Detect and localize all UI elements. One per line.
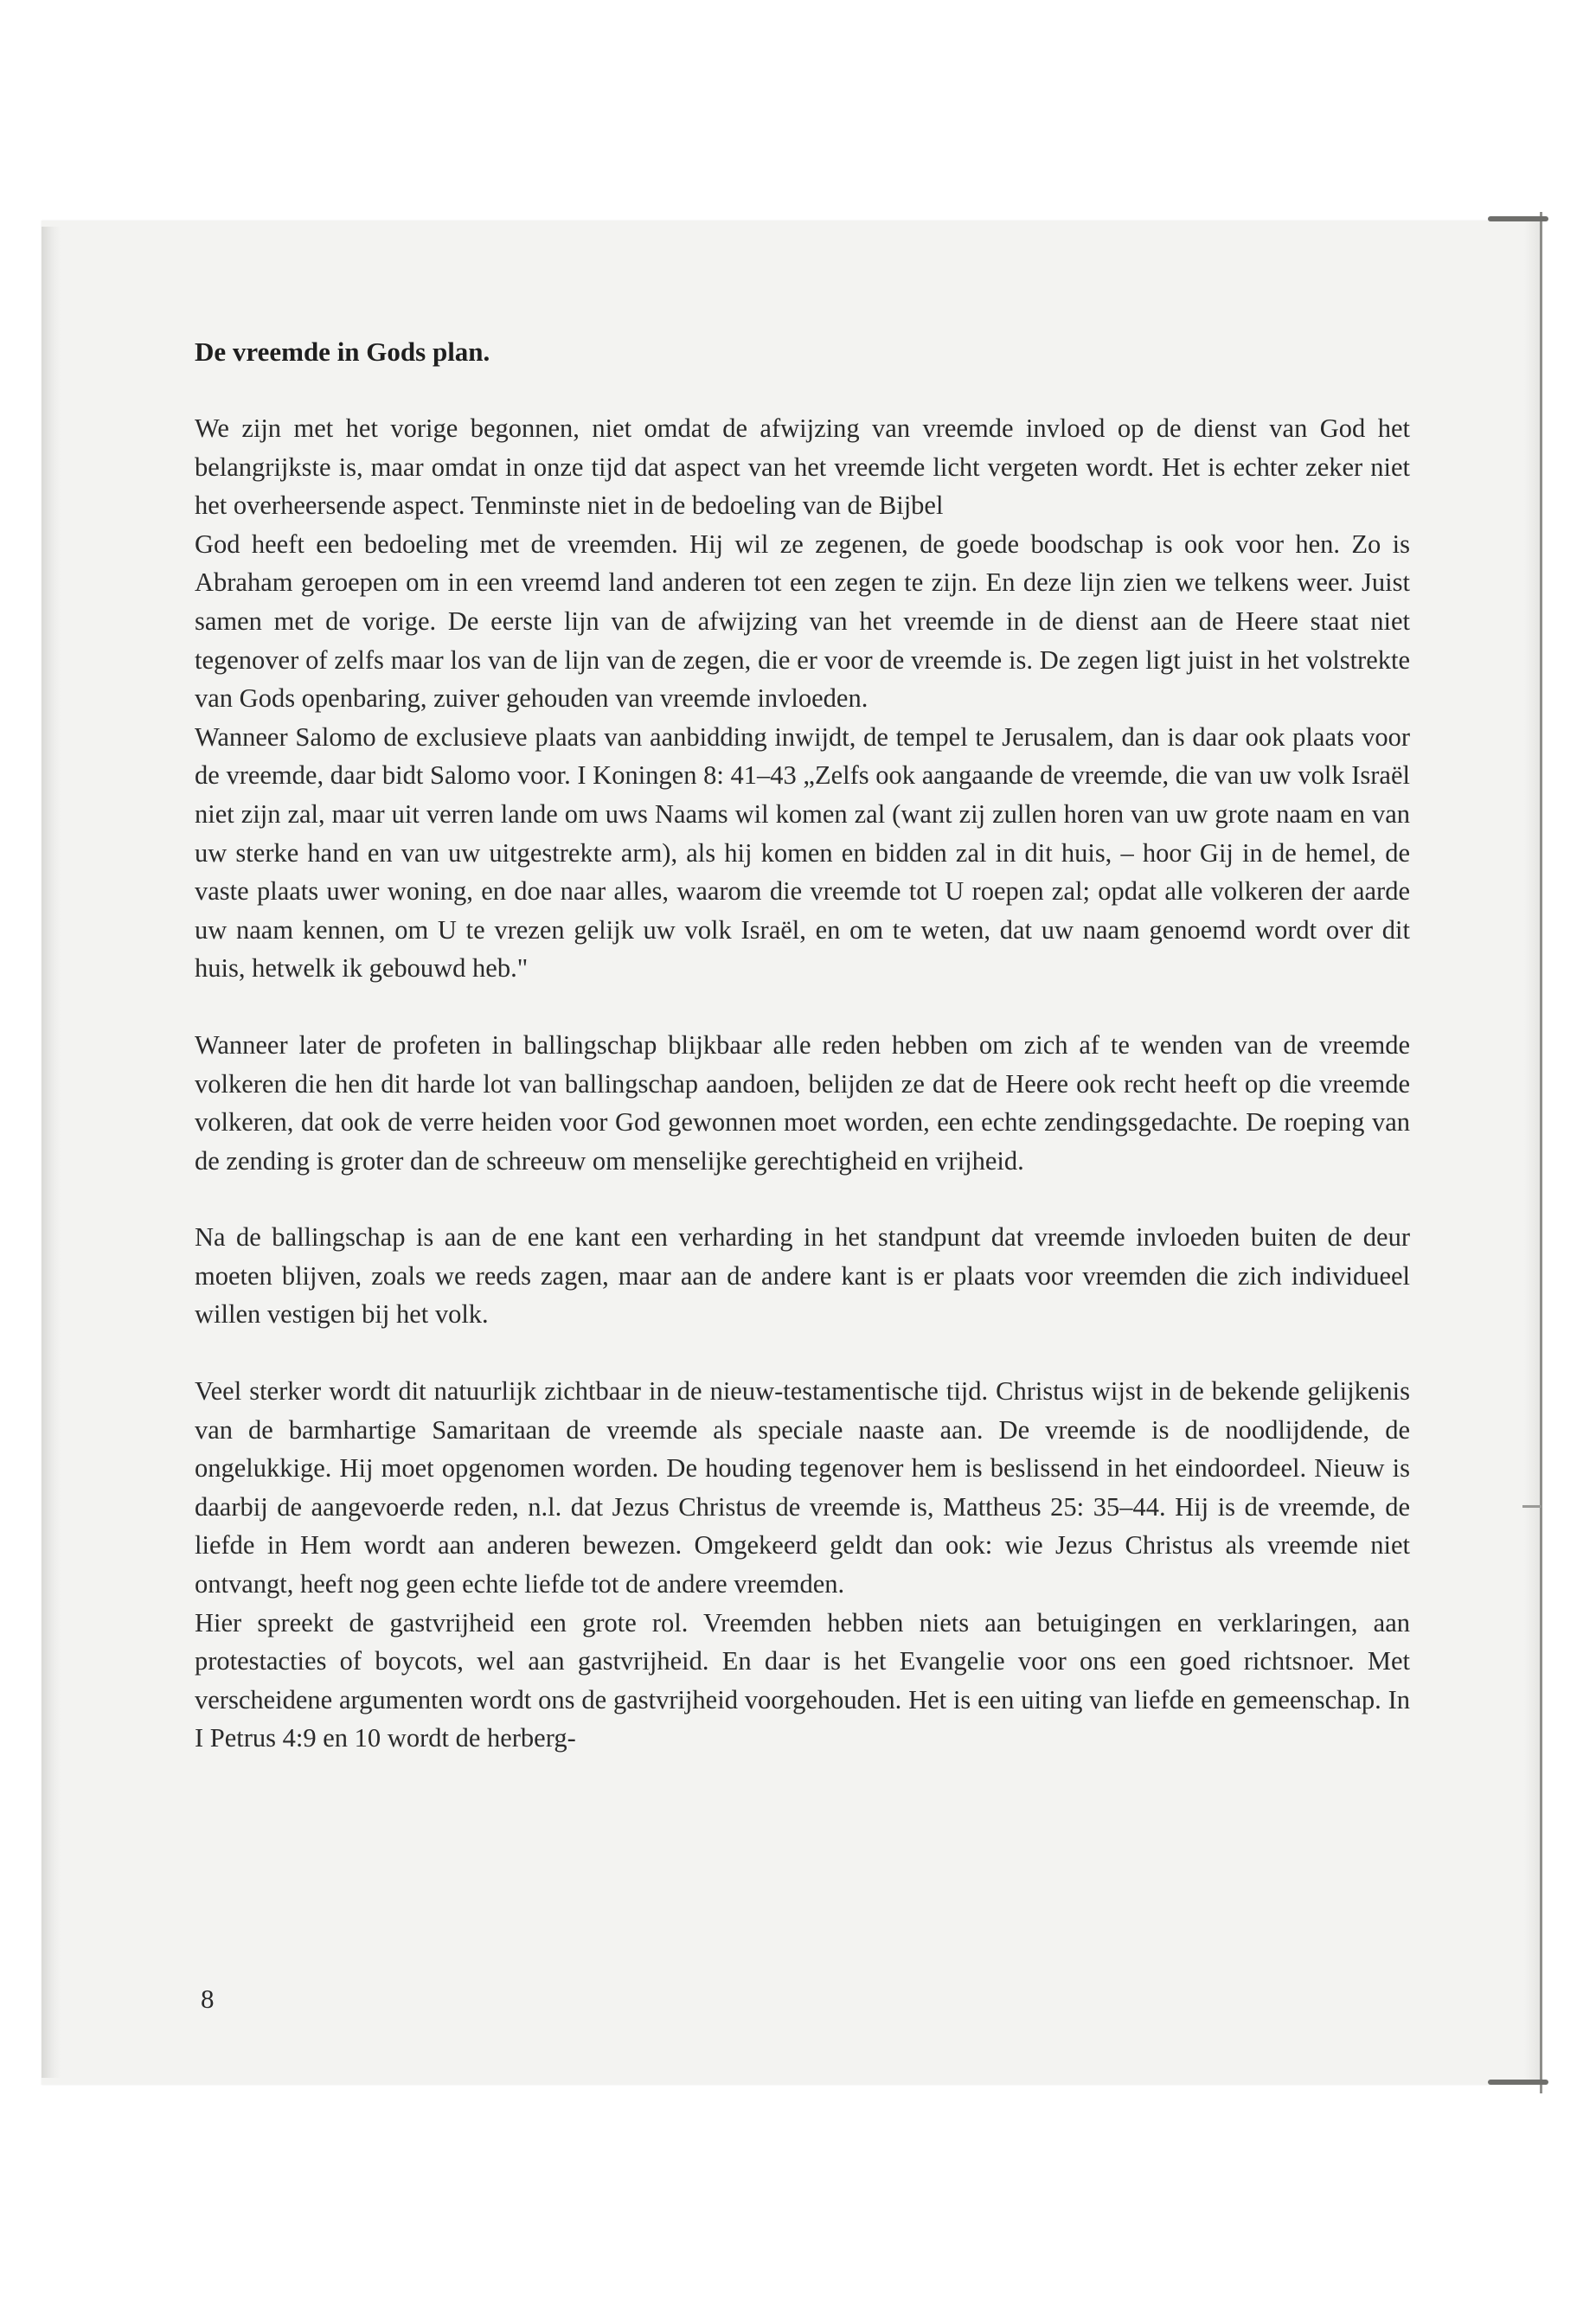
paragraph: Veel sterker wordt dit natuurlijk zichtbaar in de nieuw-testamentische tijd. Christus wijst in de bekende gelijkenis van de barmhartige Samaritaan de vreemde als speciale naaste aan. De vreemde is de noodlijdende, de ongelukkige. Hij moet opgenomen worden. De houding tegenover hem is beslissend in het eindoordeel. Nieuw is daarbij de aangevoerde reden, n.l. dat Jezus Christus de vreemde is, Mattheus 25: 35–44. Hij is de vreemde, de liefde in Hem wordt aan anderen bewezen. Omgekeerd geldt dan ook: wie Jezus Christus als vreemde niet ontvangt, heeft nog geen echte liefde tot de andere vreemden. xyxy=(195,1376,1410,1599)
paragraph: Wanneer later de profeten in ballingschap blijkbaar alle reden hebben om zich af te wenden van de vreemde volkeren die hen dit harde lot van ballingschap aandoen, belijden ze dat de Heere ook recht heeft op die vreemde volkeren, dat ook de verre heiden voor God gewonnen moet worden, een echte zendingsgedachte. De roeping van de zending is groter dan de schreeuw om menselijke gerechtigheid en vrijheid. xyxy=(195,1029,1410,1176)
section-heading: De vreemde in Gods plan. xyxy=(195,336,490,367)
paragraph: Wanneer Salomo de exclusieve plaats van aanbidding inwijdt, de tempel te Jerusalem, dan is daar ook plaats voor de vreemde, daar bidt Salomo voor. I Koningen 8: 41–43 „Zelfs ook aangaande de vreemde, die van uw volk Israël niet zijn zal, maar uit verren lande om uws Naams wil komen zal (want zij zullen horen van uw grote naam en van uw sterke hand en van uw uitgestrekte arm), als hij komen en bidden zal in dit huis, – hoor Gij in de hemel, de vaste plaats uwer woning, en doe naar alles, waarom die vreemde tot U roepen zal; opdat alle volkeren der aarde uw naam kennen, om U te vrezen gelijk uw volk Israël, en om te weten, dat uw naam genoemd wordt over dit huis, hetwelk ik gebouwd heb." xyxy=(195,721,1410,984)
page-number: 8 xyxy=(201,1984,215,2014)
page-edge-right xyxy=(1524,221,1540,2085)
page-edge-left xyxy=(42,227,61,2078)
page-text xyxy=(195,333,1410,1758)
binding-top xyxy=(1488,216,1548,221)
paragraph: We zijn met het vorige begonnen, niet omdat de afwijzing van vreemde invloed op de dienst van God het belangrijkste is, maar omdat in onze tijd dat aspect van het vreemde licht vergeten wordt. Het is echter zeker niet het overheersende aspect. Tenminste niet in de bedoeling van de Bijbel xyxy=(195,413,1410,521)
binding-notch xyxy=(1522,1505,1542,1508)
paragraph: Hier spreekt de gastvrijheid een grote rol. Vreemden hebben niets aan betuigingen en verklaringen, aan protestacties of boycots, wel aan gastvrijheid. En daar is het Evangelie voor ons een goed richtsnoer. Met verscheidene argumenten wordt ons de gastvrijheid voorgehouden. Het is een uiting van liefde en gemeenschap. In I Petrus 4:9 en 10 wordt de herberg- xyxy=(195,1607,1410,1753)
book-cover-edge xyxy=(1540,212,1596,2093)
paragraph: God heeft een bedoeling met de vreemden. Hij wil ze zegenen, de goede boodschap is ook voor hen. Zo is Abraham geroepen om in een vreemd land anderen tot een zegen te zijn. En deze lijn zien we telkens weer. Juist samen met de vorige. De eerste lijn van de afwijzing van het vreemde in de dienst aan de Heere staat niet tegenover of zelfs maar los van de lijn van de zegen, die er voor de vreemde is. De zegen ligt juist in het volstrekte van Gods openbaring, zuiver gehouden van vreemde invloeden. xyxy=(195,529,1410,714)
paragraph: Na de ballingschap is aan de ene kant een verharding in het standpunt dat vreemde invloeden buiten de deur moeten blijven, zoals we reeds zagen, maar aan de andere kant is er plaats voor vreemden die zich individueel willen vestigen bij het volk. xyxy=(195,1222,1410,1330)
binding-bottom xyxy=(1488,2080,1548,2085)
